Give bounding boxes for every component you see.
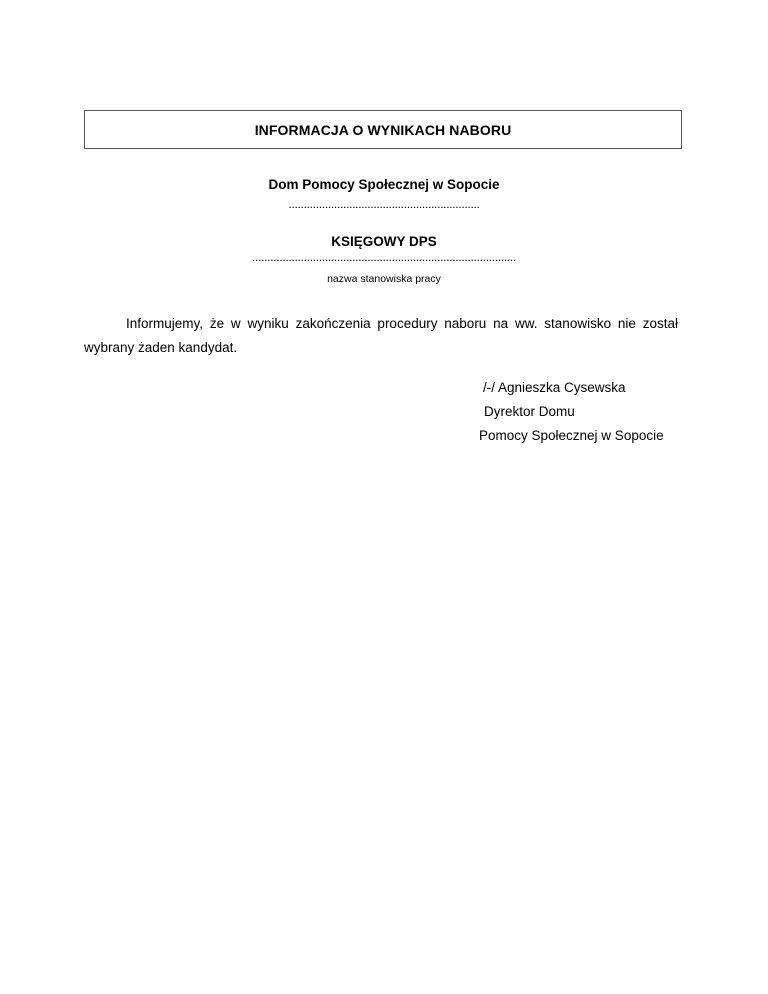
body-paragraph	[84, 312, 678, 360]
employer-name: Dom Pomocy Społecznej w Sopocie	[268, 177, 500, 192]
signature-role-line1: Dyrektor Domu	[484, 404, 575, 419]
signature-block	[478, 376, 664, 448]
title-box	[84, 110, 682, 149]
employer-dotted-line: ...............................................................	[288, 197, 480, 211]
signature-name: /-/ Agnieszka Cysewska	[483, 380, 626, 395]
body-text: Informujemy, że w wyniku zakończenia procedury naboru na ww. stanowisko nie został wybrany żaden kandydat.	[84, 316, 678, 355]
signature-role-line2: Pomocy Społecznej w Sopocie	[479, 428, 664, 443]
position-name: KSIĘGOWY DPS	[331, 234, 437, 249]
document-title: INFORMACJA O WYNIKACH NABORU	[254, 121, 512, 138]
position-caption: nazwa stanowiska pracy	[327, 273, 441, 285]
position-dotted-line: .......................................................................................	[252, 250, 516, 264]
